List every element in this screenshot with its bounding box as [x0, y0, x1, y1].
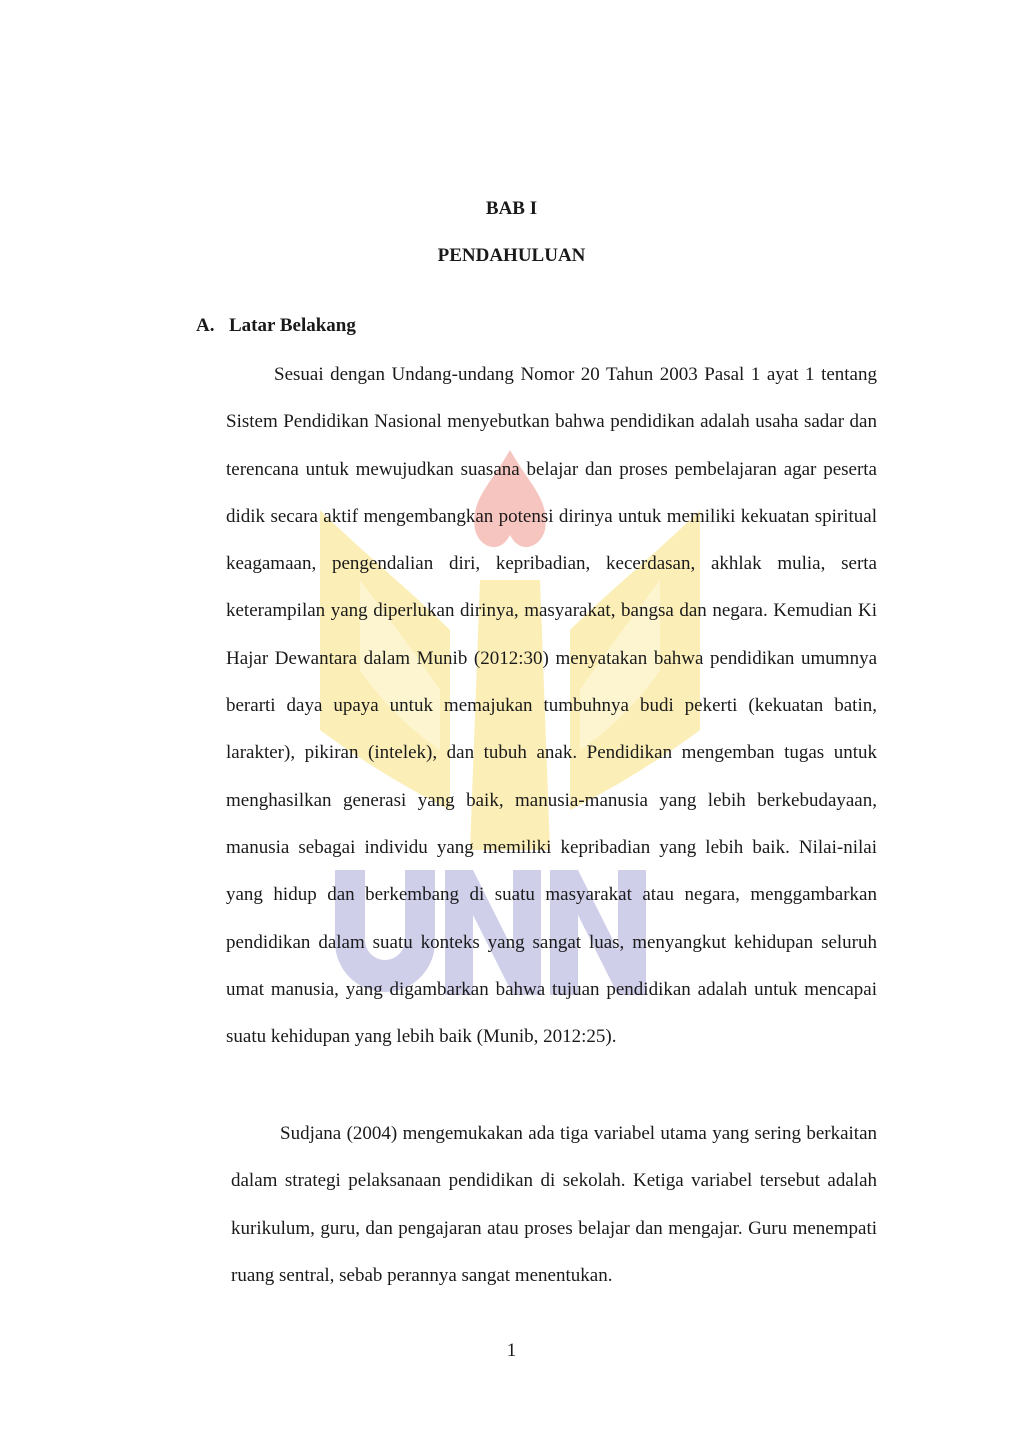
- chapter-number: BAB I: [485, 198, 538, 219]
- section-number: A.: [196, 315, 215, 336]
- chapter-title: PENDAHULUAN: [437, 245, 586, 266]
- section-heading: [196, 315, 356, 337]
- page-number: 1: [506, 1340, 517, 1361]
- body-paragraph: Sesuai dengan Undang-undang Nomor 20 Tahun 2003 Pasal 1 ayat 1 tentang Sistem Pendidikan Nasional menyebutkan bahwa pendidikan adalah usaha sadar dan terencana untuk mewujudkan suasana belajar dan proses pembelajaran agar peserta didik secara aktif mengembangkan potensi dirinya untuk memiliki kekuatan spiritual keagamaan, pengendalian diri, kepribadian, kecerdasan, akhlak mulia, serta keterampilan yang diperlukan dirinya, masyarakat, bangsa dan negara. Kemudian Ki Hajar Dewantara dalam Munib (2012:30) menyatakan bahwa pendidikan umumnya berarti daya upaya untuk memajukan tumbuhnya budi pekerti (kekuatan batin, larakter), pikiran (intelek), dan tubuh anak. Pendidikan mengemban tugas untuk menghasilkan generasi yang baik, manusia-manusia yang lebih berkebudayaan, manusia sebagai individu yang memiliki kepribadian yang lebih baik. Nilai-nilai yang hidup dan berkembang di suatu masyarakat atau negara, menggambarkan pendidikan dalam suatu konteks yang sangat luas, menyangkut kehidupan seluruh umat manusia, yang digambarkan bahwa tujuan pendidikan adalah untuk mencapai suatu kehidupan yang lebih baik (Munib, 2012:25).: [226, 364, 877, 1048]
- body-paragraph: Sudjana (2004) mengemukakan ada tiga variabel utama yang sering berkaitan dalam strategi pelaksanaan pendidikan di sekolah. Ketiga variabel tersebut adalah kurikulum, guru, dan pengajaran atau proses belajar dan mengajar. Guru menempati ruang sentral, sebab perannya sangat menentukan.: [231, 1123, 877, 1286]
- section-title: Latar Belakang: [229, 315, 356, 336]
